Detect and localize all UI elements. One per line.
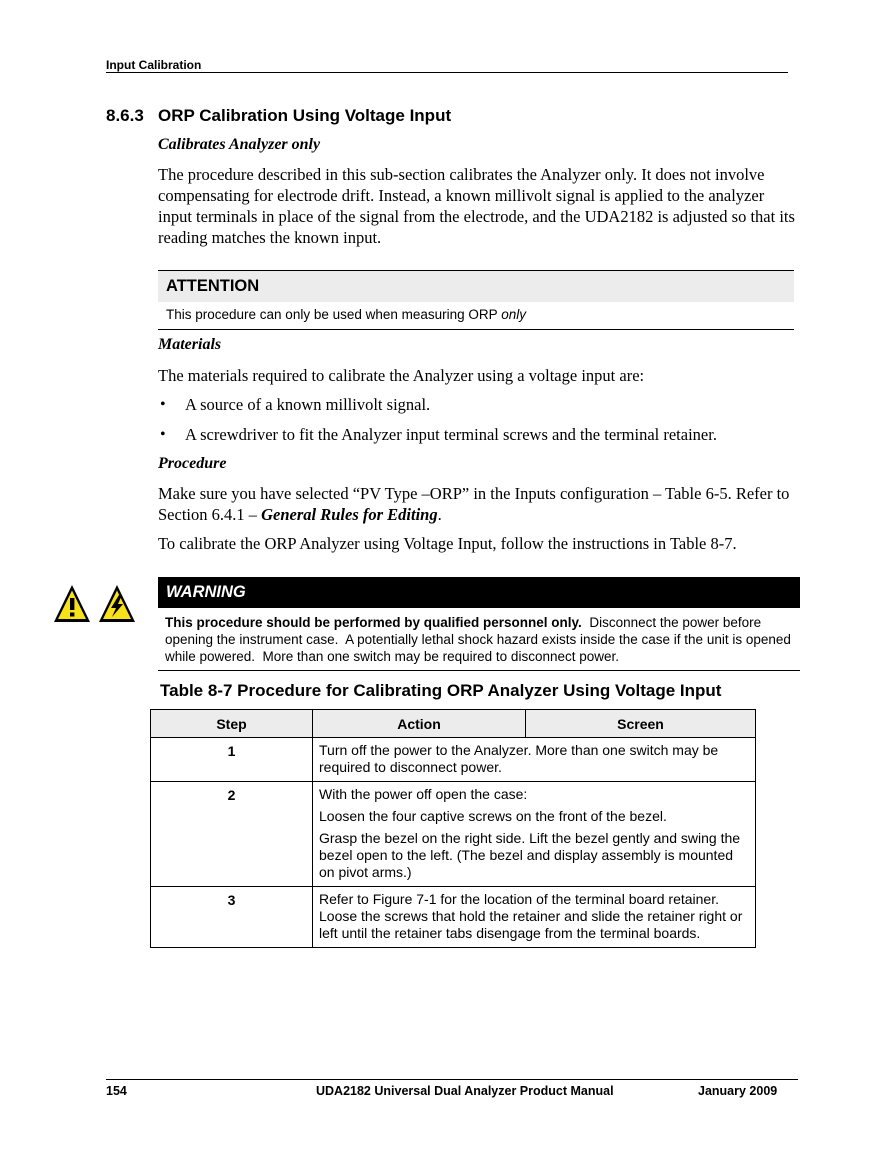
materials-item: A screwdriver to fit the Analyzer input terminal screws and the terminal retainer. xyxy=(185,425,717,444)
running-header: Input Calibration xyxy=(106,58,202,72)
action-text: Grasp the bezel on the right side. Lift the bezel gently and swing the bezel open to the left. (The bezel and display assembly is mounted on pivot arms.) xyxy=(319,830,741,880)
manual-title: UDA2182 Universal Dual Analyzer Product Manual xyxy=(316,1084,614,1098)
action-cell xyxy=(313,782,756,887)
section-number: 8.6.3 xyxy=(106,106,144,125)
attention-emphasis: only xyxy=(501,307,526,322)
table-caption: Table 8-7 Procedure for Calibrating ORP Analyzer Using Voltage Input xyxy=(160,681,722,700)
materials-heading: Materials xyxy=(158,336,222,353)
procedure-heading: Procedure xyxy=(158,455,227,472)
attention-body: This procedure can only be used when measuring ORP xyxy=(166,307,502,322)
attention-bottom-rule xyxy=(158,329,794,330)
publication-date: January 2009 xyxy=(698,1084,778,1098)
header-rule xyxy=(106,72,788,73)
section-heading xyxy=(106,106,451,126)
action-text: Refer to Figure 7-1 for the location of the terminal board retainer. Loose the screws that hold the retainer and slide the retainer right or left until the retainer tabs disengage from the terminal boards. xyxy=(319,891,743,941)
step-column-header: Step xyxy=(151,710,313,738)
warning-icons xyxy=(53,583,139,625)
warning-bottom-rule xyxy=(158,670,800,671)
bullet-symbol: • xyxy=(160,426,166,443)
step-number: 1 xyxy=(151,738,313,782)
action-text: Turn off the power to the Analyzer. More than one switch may be required to disconnect power. xyxy=(319,742,719,775)
warning-banner xyxy=(158,577,800,608)
warning-title: WARNING xyxy=(166,583,246,601)
procedure-paragraph-1 xyxy=(158,483,798,525)
materials-intro: The materials required to calibrate the Analyzer using a voltage input are: xyxy=(158,366,645,385)
warning-bold-text: This procedure should be performed by qualified personnel only. xyxy=(165,615,582,630)
section-title: ORP Calibration Using Voltage Input xyxy=(158,106,452,125)
table-row xyxy=(151,738,756,782)
warning-body: Disconnect the power before opening the instrument case. A potentially lethal shock hazard exists inside the case if the unit is opened while powered. More than one switch may be required to disconnect power. xyxy=(165,615,795,664)
general-rules-reference: General Rules for Editing xyxy=(261,505,438,524)
step-number: 3 xyxy=(151,887,313,948)
bullet-symbol: • xyxy=(160,396,166,413)
attention-text xyxy=(166,307,526,322)
calibrates-paragraph: The procedure described in this sub-section calibrates the Analyzer only. It does not involve compensating for electrode drift. Instead, a known millivolt signal is applied to the analyzer input terminals in place of the signal from the electrode, and the UDA2182 is adjusted so that its reading matches the known input. xyxy=(158,165,795,247)
materials-item: A source of a known millivolt signal. xyxy=(185,395,431,414)
procedure-text: Make sure you have selected “PV Type –ORP” in the Inputs configuration – Table 6-5. Refer to Section 6.4.1 – xyxy=(158,484,790,524)
page-number: 154 xyxy=(106,1084,127,1098)
shock-hazard-icon xyxy=(99,585,135,622)
warning-text xyxy=(165,614,795,665)
action-text: With the power off open the case: xyxy=(319,786,528,802)
calibrates-heading: Calibrates Analyzer only xyxy=(158,136,321,153)
table-header-row xyxy=(151,710,756,738)
action-cell xyxy=(313,738,756,782)
screen-column-header: Screen xyxy=(526,710,756,738)
footer-rule xyxy=(106,1079,798,1080)
table-row xyxy=(151,782,756,887)
action-text: Loosen the four captive screws on the front of the bezel. xyxy=(319,808,667,824)
table-row xyxy=(151,887,756,948)
step-number: 2 xyxy=(151,782,313,887)
caution-triangle-icon xyxy=(54,585,90,622)
action-column-header: Action xyxy=(313,710,526,738)
procedure-paragraph-2: To calibrate the ORP Analyzer using Voltage Input, follow the instructions in Table 8-7. xyxy=(158,534,737,553)
action-cell xyxy=(313,887,756,948)
attention-title: ATTENTION xyxy=(166,277,260,295)
procedure-table xyxy=(150,709,756,948)
procedure-period: . xyxy=(437,505,442,524)
